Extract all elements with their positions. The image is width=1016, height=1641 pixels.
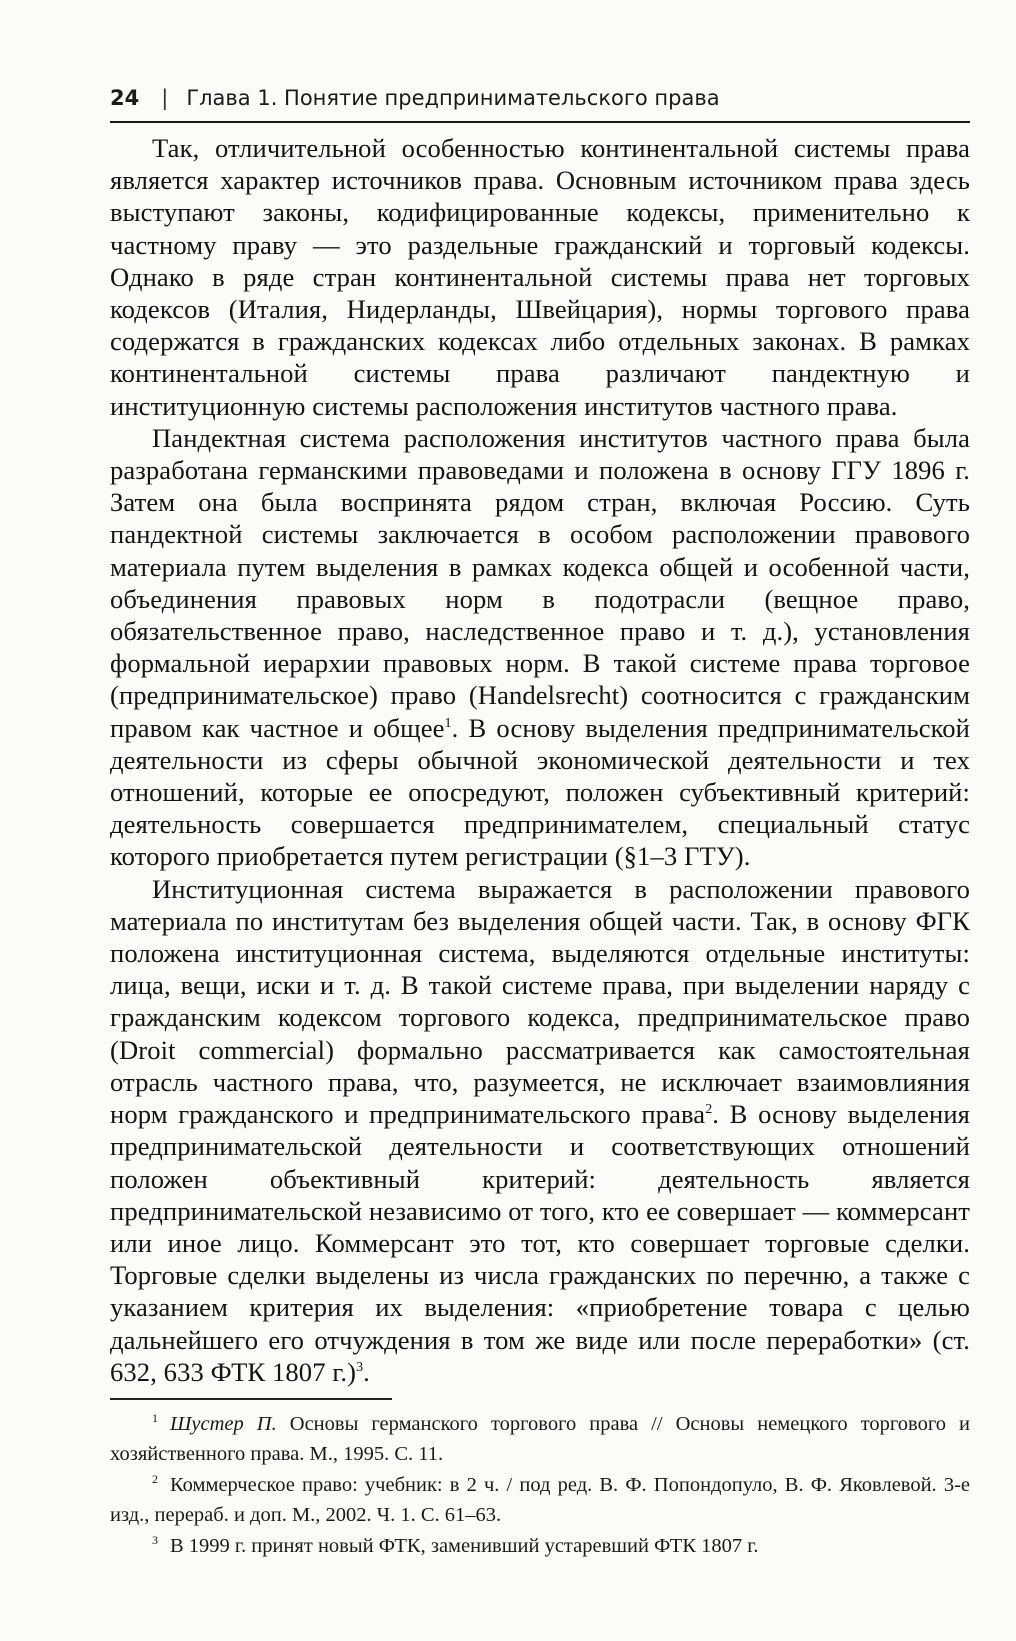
- paragraph-3-text-b: . В основу выделения предпринимательской деятельности и соответствующих отношений положен объективный критерий: деятельность является предпринимательской независимо от того, кто ее совершает — коммерсант или иное лицо. Коммерсант это тот, кто совершает торговые сделки. Торговые сделки выделены из числа гражданских по перечню, а также с указанием критерия их выделения: «приобретение товара с целью дальнейшего его отчуждения в том же виде или после переработки» (ст. 632, 633 ФТК 1807 г.): [110, 1099, 970, 1387]
- footnote-mark: 1: [152, 1411, 158, 1426]
- paragraph-3-text-c: .: [363, 1356, 370, 1387]
- paragraph-2-text-a: Пандектная система расположения институтов частного права была разработана германскими правоведами и положена в основу ГГУ 1896 г. Затем она была воспринята рядом стран, включая Россию. Суть пандектной системы заключается в особом расположении правового материала путем выделения в рамках кодекса общей и особенной части, объединения правовых норм в подотрасли (вещное право, обязательственное право, наследственное право и т. д.), установления формальной иерархии правовых норм. В такой системе права торговое (предпринимательское) право (Handelsrecht) соотносится с гражданским правом как частное и общее: [110, 422, 970, 743]
- paragraph-1: [110, 132, 970, 422]
- footnote-text: Основы германского торгового права // Основы немецкого торгового и хозяйственного права. М., 1995. С. 11.: [110, 1413, 970, 1465]
- header-rule: [110, 121, 970, 123]
- footnote-author: Шустер П.: [170, 1413, 277, 1435]
- footnote-mark: 3: [152, 1533, 158, 1548]
- running-header: [110, 86, 970, 110]
- header-separator: |: [161, 86, 169, 110]
- paragraph-2-text-b: . В основу выделения предпринимательской деятельности из сферы обычной экономической деятельности и тех отношений, которые ее опосредуют, положен субъективный критерий: деятельность совершается предпринимателем, специальный статус которого приобретается путем регистрации (§1–3 ГТУ).: [110, 712, 970, 872]
- footnote-ref-2: 2: [705, 1102, 713, 1118]
- footnote-3: [110, 1531, 970, 1561]
- paragraph-1-text: Так, отличительной особенностью континентальной системы права является характер источников права. Основным источником права здесь выступают законы, кодифицированные кодексы, применительно к частному праву — это раздельные гражданский и торговый кодексы. Однако в ряде стран континентальной системы права нет торговых кодексов (Италия, Нидерланды, Швейцария), нормы торгового права содержатся в гражданских кодексах либо отдельных законах. В рамках континентальной системы права различают пандектную и институционную системы расположения институтов частного права.: [110, 133, 970, 421]
- footnote-text: В 1999 г. принят новый ФТК, заменивший устаревший ФТК 1807 г.: [170, 1535, 759, 1557]
- footnote-ref-3: 3: [356, 1359, 364, 1375]
- page-number: 24: [110, 86, 140, 110]
- paragraph-3: [110, 873, 970, 1388]
- footnote-rule: [110, 1398, 392, 1400]
- chapter-title: Глава 1. Понятие предпринимательского права: [186, 86, 720, 110]
- footnote-text: Коммерческое право: учебник: в 2 ч. / под ред. В. Ф. Попондопуло, В. Ф. Яковлевой. 3-е изд., перераб. и доп. М., 2002. Ч. 1. С. 61–63.: [110, 1474, 970, 1526]
- footnote-ref-1: 1: [444, 715, 452, 731]
- main-text: [110, 132, 970, 1388]
- paragraph-3-text-a: Институционная система выражается в расположении правового материала по институтам без выделения общей части. Так, в основу ФГК положена институционная система, выделяются отдельные институты: лица, вещи, иски и т. д. В такой системе права, при выделении наряду с гражданским кодексом торгового кодекса, предпринимательское право (Droit commercial) формально рассматривается как самостоятельная отрасль частного права, что, разумеется, не исключает взаимовлияния норм гражданского и предпринимательского права: [110, 873, 970, 1130]
- paragraph-2: [110, 422, 970, 873]
- footnote-mark: 2: [152, 1472, 158, 1487]
- footnotes: [110, 1409, 970, 1562]
- footnote-2: [110, 1470, 970, 1530]
- footnote-1: [110, 1409, 970, 1469]
